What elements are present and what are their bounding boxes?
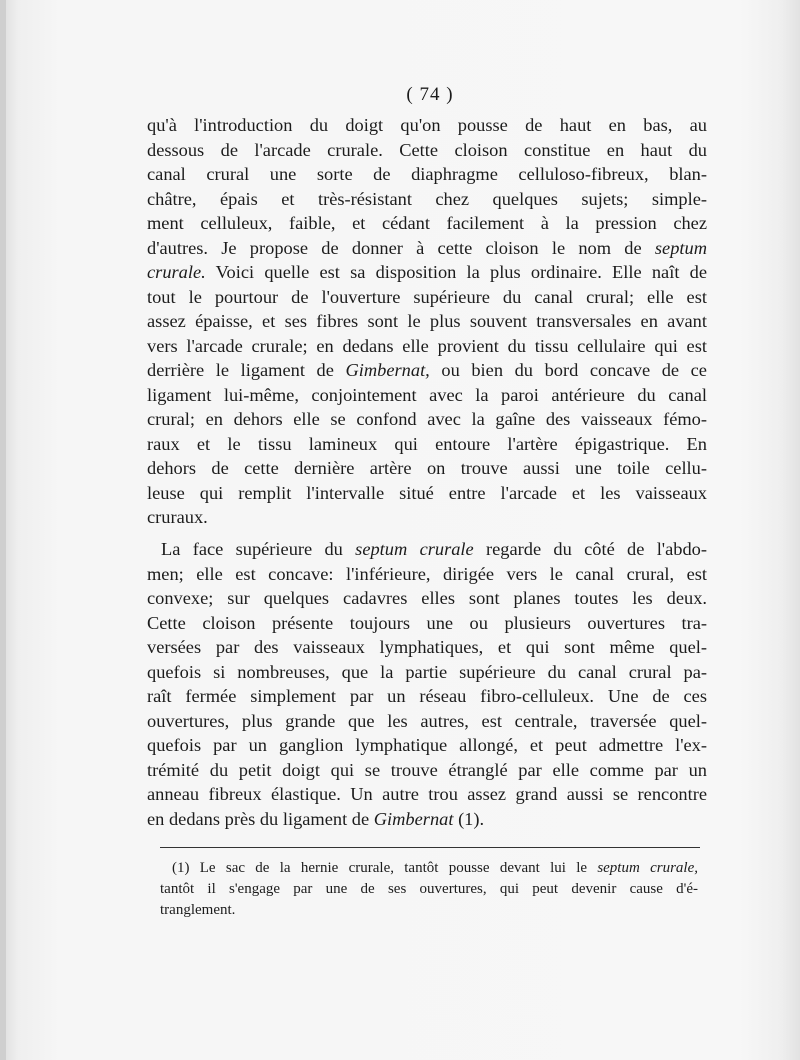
text-segment: en dedans près du ligament de (147, 808, 370, 829)
text-line: cruraux. (147, 507, 208, 527)
text-line (147, 236, 707, 261)
text-line (147, 537, 707, 562)
text-line: raux et le tissu lamineux qui entoure l'artère épigastrique. En (147, 433, 707, 454)
italic-term: septum crurale, (597, 860, 698, 876)
text-line: anneau fibreux élastique. Un autre trou assez grand aussi se rencontre (147, 784, 707, 804)
text-line: ligament lui-même, conjointement avec la paroi antérieure du canal (147, 384, 707, 405)
footnote (160, 858, 698, 921)
text-line: tout le pourtour de l'ouverture supérieure du canal crural; elle est (147, 286, 707, 307)
text-line: Cette cloison présente toujours une ou plusieurs ouvertures tra- (147, 612, 707, 633)
text-segment: regarde du côté de l'abdo- (486, 539, 707, 559)
text-line: dessous de l'arcade crurale. Cette cloison constitue en haut du (147, 139, 707, 160)
text-segment: Voici quelle est sa disposition la plus ordinaire. Elle naît de (215, 262, 707, 282)
text-line: quefois par un ganglion lymphatique allongé, et peut admettre l'ex- (147, 735, 707, 755)
paragraph-2 (147, 537, 707, 831)
text-line: leuse qui remplit l'intervalle situé entre l'arcade et les vaisseaux (147, 482, 707, 503)
text-line: vers l'arcade crurale; en dedans elle provient du tissu cellulaire qui est (147, 335, 707, 356)
footnote-line: tantôt il s'engage par une de ses ouvertures, qui peut devenir cause d'é- (160, 881, 698, 897)
text-line: men; elle est concave: l'inférieure, dirigée vers le canal crural, est (147, 563, 707, 584)
text-line (147, 260, 707, 285)
footnote-line (160, 858, 698, 879)
text-line: ment celluleux, faible, et cédant facilement à la pression chez (147, 213, 707, 233)
paragraph-1 (147, 113, 707, 530)
text-line: dehors de cette dernière artère on trouve aussi une toile cellu- (147, 458, 707, 478)
text-segment: d'autres. Je propose de donner à cette cloison le nom de (147, 237, 642, 258)
italic-term: crurale. (147, 262, 206, 282)
italic-term: septum crurale (355, 539, 474, 559)
page-edge-shadow (0, 0, 6, 1060)
text-line: qu'à l'introduction du doigt qu'on pousse de haut en bas, au (147, 115, 707, 135)
text-segment: derrière le ligament de (147, 360, 334, 380)
text-segment: ou bien du bord concave de ce (441, 360, 707, 380)
text-line: quefois si nombreuses, que la partie supérieure du canal crural pa- (147, 661, 707, 682)
footnote-reference: (1). (458, 808, 485, 829)
text-line: ouvertures, plus grande que les autres, est centrale, traversée quel- (147, 710, 707, 731)
footnote-divider (160, 847, 700, 848)
text-line (147, 807, 707, 832)
text-line: assez épaisse, et ses fibres sont le plus souvent transversales en avant (147, 311, 707, 331)
footnote-line: tranglement. (160, 902, 236, 918)
text-line: raît fermée simplement par un réseau fibro-celluleux. Une de ces (147, 686, 707, 706)
text-segment: (1) Le sac de la hernie crurale, tantôt pousse devant lui le (172, 860, 588, 876)
text-line (147, 358, 707, 383)
text-line: trémité du petit doigt qui se trouve étranglé par elle comme par un (147, 759, 707, 780)
text-segment: La face supérieure du (161, 539, 343, 559)
text-line: canal crural une sorte de diaphragme celluloso-fibreux, blan- (147, 164, 707, 184)
italic-term: septum (654, 237, 707, 258)
text-line: convexe; sur quelques cadavres elles sont planes toutes les deux. (147, 588, 707, 608)
italic-term: Gimbernat (373, 808, 454, 829)
text-line: versées par des vaisseaux lymphatiques, et qui sont même quel- (147, 637, 707, 657)
italic-term: Gimbernat, (345, 360, 430, 380)
page-number: ( 74 ) (406, 84, 454, 105)
text-line: châtre, épais et très-résistant chez quelques sujets; simple- (147, 188, 707, 209)
text-line: crural; en dehors elle se confond avec la gaîne des vaisseaux fémo- (147, 409, 707, 429)
